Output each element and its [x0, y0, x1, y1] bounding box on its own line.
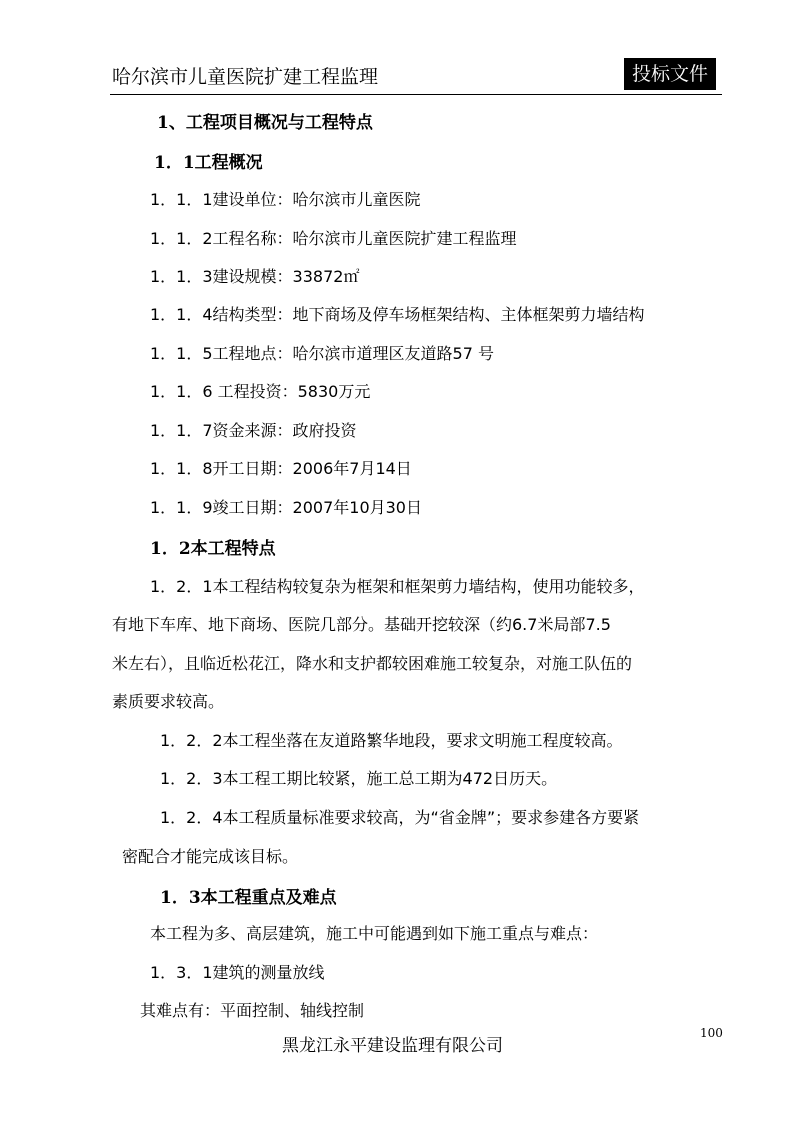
paragraph-line: 其难点有：平面控制、轴线控制: [140, 1001, 365, 1020]
subsection-heading-1-2: 1．2本工程特点: [150, 539, 276, 559]
list-item: 1．1．4结构类型：地下商场及停车场框架结构、主体框架剪力墙结构: [150, 305, 645, 324]
paragraph-line: 1．2．4本工程质量标准要求较高，为“省金牌”；要求参建各方要紧: [160, 808, 640, 827]
paragraph-line: 密配合才能完成该目标。: [122, 847, 299, 866]
header-badge: 投标文件: [624, 58, 716, 90]
footer-company: 黑龙江永平建设监理有限公司: [282, 1036, 503, 1056]
page-number: 100: [700, 1026, 723, 1040]
list-item: 1．1．7资金来源：政府投资: [150, 421, 357, 440]
header-title: 哈尔滨市儿童医院扩建工程监理: [112, 66, 379, 88]
section-heading: 1、工程项目概况与工程特点: [157, 113, 373, 133]
list-item: 1．1．5工程地点：哈尔滨市道理区友道路57 号: [150, 344, 494, 363]
subsection-heading-1-1: 1．1工程概况: [154, 153, 263, 173]
list-item: 1．1．1建设单位：哈尔滨市儿童医院: [150, 190, 421, 209]
paragraph-line: 有地下车库、地下商场、医院几部分。基础开挖较深（约6.7米局部7.5: [112, 615, 611, 634]
paragraph-line: 1．2．2本工程坐落在友道路繁华地段，要求文明施工程度较高。: [160, 731, 623, 750]
paragraph-line: 1．2．1本工程结构较复杂为框架和框架剪力墙结构，使用功能较多，: [150, 577, 645, 596]
paragraph-line: 米左右），且临近松花江，降水和支护都较困难施工较复杂，对施工队伍的: [112, 654, 633, 673]
header-rule: [110, 94, 722, 95]
list-item: 1．1．6 工程投资：5830万元: [150, 382, 371, 401]
list-item: 1．1．8开工日期：2006年7月14日: [150, 459, 412, 478]
paragraph-line: 素质要求较高。: [112, 692, 225, 711]
paragraph-line: 1．3．1建筑的测量放线: [150, 963, 325, 982]
paragraph-line: 本工程为多、高层建筑，施工中可能遇到如下施工重点与难点：: [150, 924, 599, 943]
subsection-heading-1-3: 1．3本工程重点及难点: [160, 888, 337, 908]
list-item: 1．1．9竣工日期：2007年10月30日: [150, 498, 422, 517]
list-item: 1．1．2工程名称：哈尔滨市儿童医院扩建工程监理: [150, 229, 517, 248]
paragraph-line: 1．2．3本工程工期比较紧，施工总工期为472日历天。: [160, 769, 558, 788]
list-item: 1．1．3建设规模：33872㎡: [150, 267, 360, 286]
